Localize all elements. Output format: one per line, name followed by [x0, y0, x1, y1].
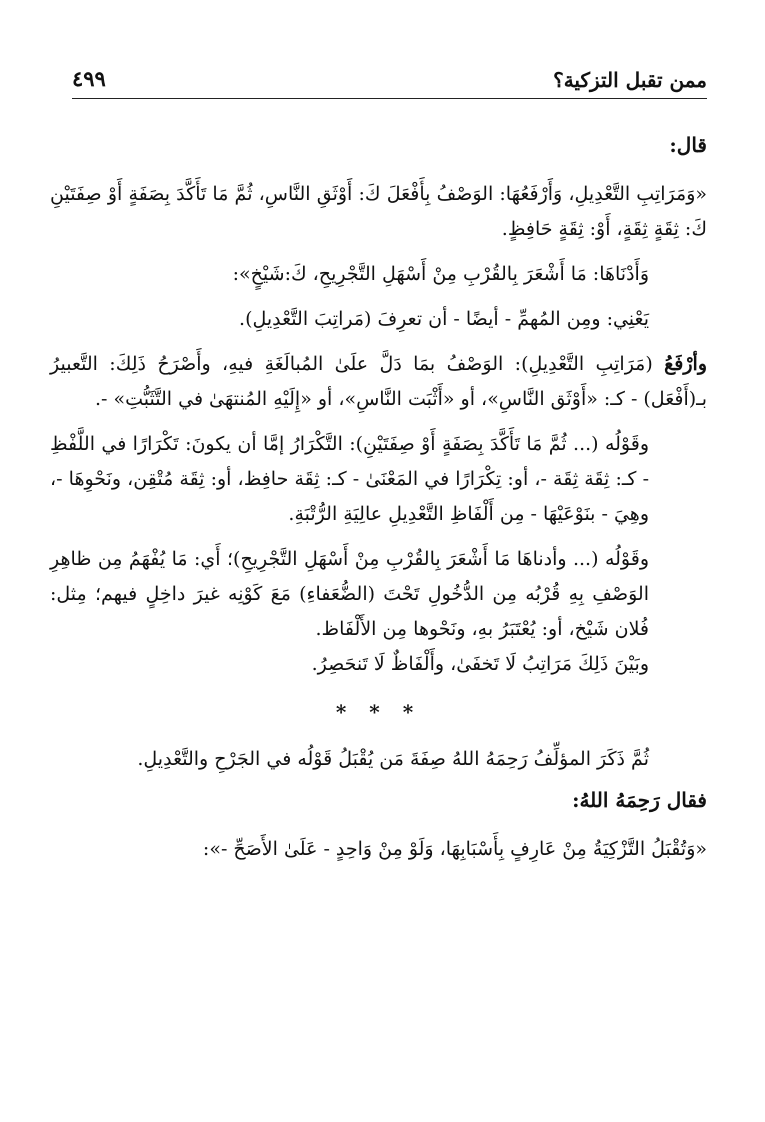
- commentary-text: (مَرَاتِبِ التَّعْدِيلِ): الوَصْفُ بمَا دَلَّ علَىٰ المُبالَغَةِ فيهِ، وأَصْرَحُ ذَلِكَ: التَّعبيرُ بـ(أَفْعَل) - كـ: «أَوْثَق النَّاسِ»، أو «أَثْبَت النَّاسِ»، أو «إِلَيْهِ المُنتهَىٰ في التَّثَبُّتِ» -.: [50, 353, 707, 410]
- commentary-paragraph: وقَوْلُه (... ثُمَّ مَا تَأَكَّدَ بِصَفَةٍ أَوْ صِفَتَيْنِ): التَّكْرَارُ إمَّا أن يكونَ: تَكْرَارًا في اللَّفْظِ - كـ: ثِقَة ثِقَة -، أو: تِكْرَارًا في المَعْنَىٰ - كـ: ثِقَة حافِظ، أو: ثِقَة مُتْقِن، ونَحْوِهَا -، وهِيَ - بنَوْعَيْهَا - مِن أَلْفَاظِ التَّعْدِيلِ عالِيَةِ الرُّتْبَةِ.: [50, 433, 649, 525]
- bold-term: وأرْفَعُ: [664, 353, 707, 375]
- commentary-paragraph: وبَيْنَ ذَلِكَ مَرَاتِبُ لَا تَخفَىٰ، وأَلْفَاظٌ لَا تَنحَصِرُ.: [311, 653, 649, 675]
- page-body: [50, 128, 707, 867]
- commentary-paragraph: وقَوْلُه (... وأدناهَا مَا أَشْعَرَ بِالقُرْبِ مِنْ أَسْهَلِ التَّجْرِيحِ)؛ أَي: مَا يُفْهَمُ مِن ظاهِرِ الوَصْفِ بِهِ قُرْبُه مِن الدُّخُولِ تَحْتَ (الضُّعَفاءِ) مَعَ كَوْنِه غيرَ داخِلٍ فيهم؛ مِثل: فُلان شَيْخ، أو: يُعْتَبَرُ بهِ، ونَحْوها مِن الأَلْفَاظ.: [50, 548, 649, 640]
- page-header: [72, 62, 707, 99]
- section-heading: قال:: [669, 133, 707, 157]
- running-title: ممن تقبل التزكية؟: [553, 68, 707, 92]
- commentary-paragraph: [50, 347, 707, 417]
- matn-quote-paragraph: «وَمَرَاتِبِ التَّعْدِيلِ، وَأَرْفَعُهَا: الوَصْفُ بِأَفْعَلَ كَ: أَوْثَقِ النَّاسِ، ثُمَّ مَا تَأَكَّدَ بِصَفَةٍ أَوْ صِفَتَيْنِ كَ: ثِقَةٍ ثِقَةٍ، أَوْ: ثِقَةٍ حَافِظٍ.: [50, 183, 707, 240]
- commentary-paragraph: يَعْنِي: ومِن المُهمِّ - أيضًا - أن تعرِفَ (مَراتِبَ التَّعْدِيلِ).: [239, 308, 649, 330]
- section-intro: ثُمَّ ذَكَرَ المؤلِّفُ رَحِمَهُ اللهُ صِفَةَ مَن يُقْبَلُ قَوْلُه في الجَرْحِ والتَّعْدِيلِ.: [137, 748, 649, 770]
- section-heading: فقال رَحِمَهُ اللهُ:: [572, 788, 707, 812]
- matn-quote-paragraph: «وَتُقْبَلُ التَّزْكِيَةُ مِنْ عَارِفٍ بِأَسْبَابِهَا، وَلَوْ مِنْ وَاحِدٍ - عَلَىٰ الأَصَحِّ -»:: [202, 838, 707, 860]
- matn-quote-paragraph-2: وَأَدْنَاهَا: مَا أَشْعَرَ بِالقُرْبِ مِنْ أَسْهَلِ التَّجْرِيحِ، كَ:شَيْخٍ»:: [232, 263, 649, 285]
- section-separator: * * *: [335, 700, 422, 724]
- page-number: ٤٩٩: [72, 66, 106, 91]
